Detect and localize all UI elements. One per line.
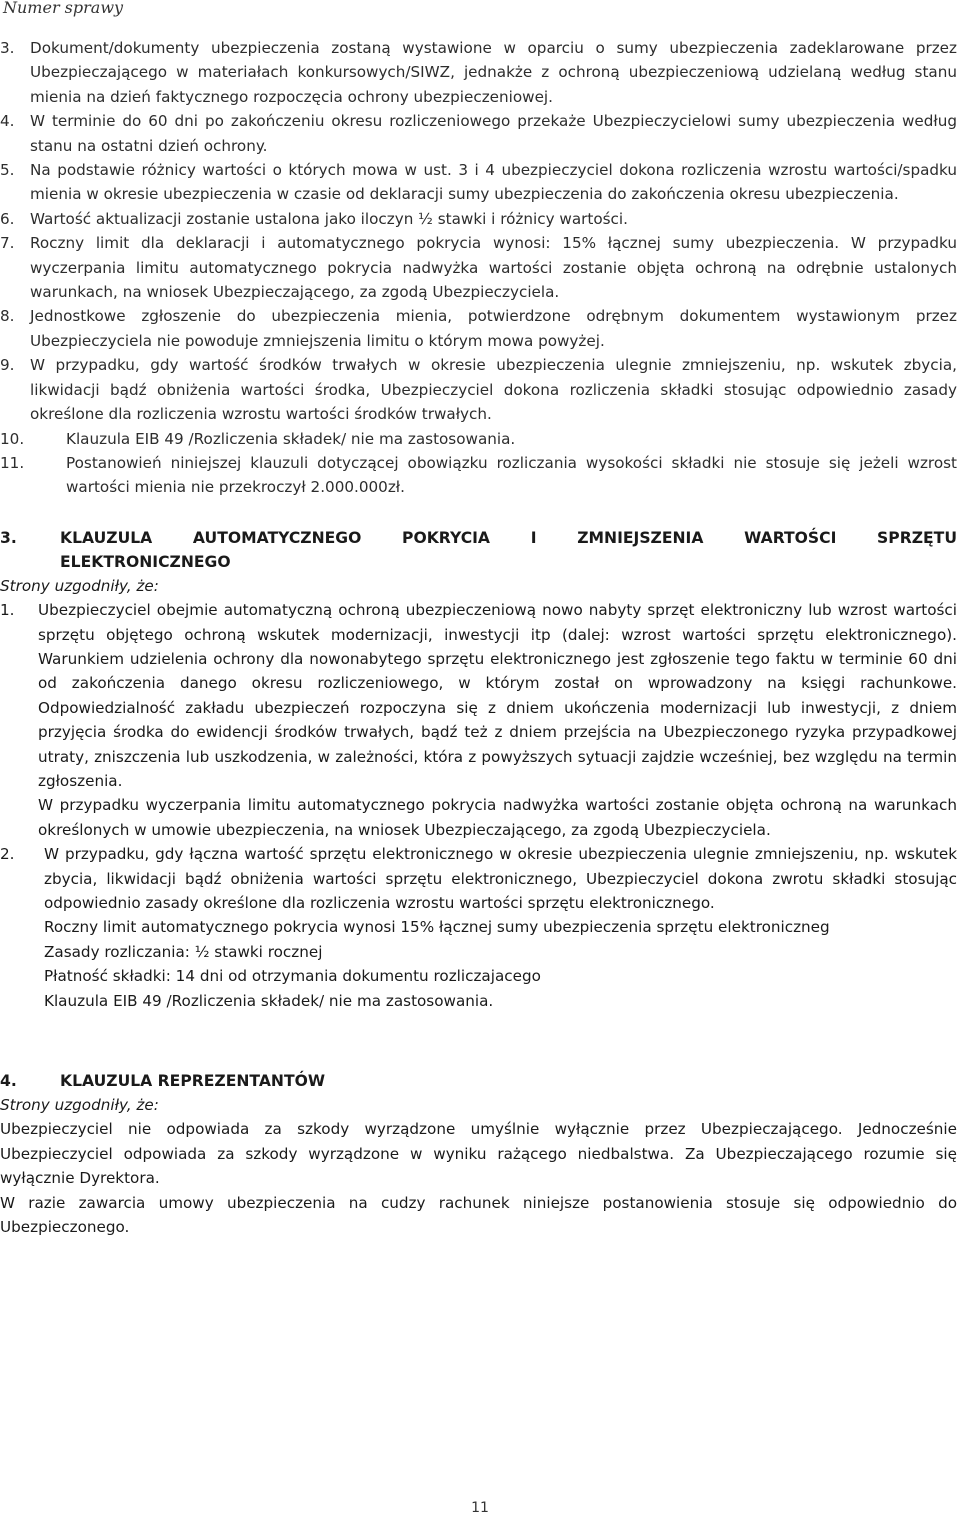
section-title-continued: ELEKTRONICZNEGO <box>60 552 231 571</box>
item-number: 2. <box>0 845 15 864</box>
section-number: 4. <box>0 1072 17 1091</box>
item-text: Postanowień niniejszej klauzuli dotyczącej obowiązku rozliczania wysokości składki nie stosuje się jeżeli wzrost wartości mienia nie przekroczył 2.000.000zł. <box>66 453 957 497</box>
item-text-continued: W przypadku wyczerpania limitu automatycznego pokrycia nadwyżka wartości zostanie objęta ochroną na warunkach określonych w umowie ubezpieczenia, na wniosek Ubezpieczającego, za zgodą Ubezpieczyciela. <box>38 796 957 839</box>
item-text: Ubezpieczyciel obejmie automatyczną ochroną ubezpieczeniową nowo nabyty sprzęt elektroniczny lub wzrost wartości sprzętu objętego ochroną wskutek modernizacji, inwestycji itp (dalej: wzrost wartości sprzętu elektronicznego). Warunkiem udzielenia ochrony dla nowonabytego sprzętu elektronicznego jest zgłoszenie tego faktu w terminie 60 dni od zakończenia danego okresu rozliczeniowego, w którym został on wprowadzony na księgi rachunkowe. Odpowiedzialność zakładu ubezpieczeń rozpoczyna się z dniem ukończenia modernizacji lub inwestycji, z dniem przyjęcia środka do ewidencji środków trwałych, bądź też z dniem przejścia na Ubezpieczonego ryzyka przypadkowej utraty, zniszczenia lub uszkodzenia, w zależności, która z powyższych sytuacji zajdzie wcześniej, bez względu na termin zgłoszenia. <box>38 601 957 790</box>
section-3-item-1 <box>0 598 957 842</box>
item-number: 11. <box>0 453 25 472</box>
list-item <box>0 231 957 304</box>
list-item <box>0 207 957 231</box>
item-text: W przypadku, gdy łączna wartość sprzętu elektronicznego w okresie ubezpieczenia ulegnie zmniejszeniu, np. wskutek zbycia, likwidacji bądź obniżenia wartości sprzętu elektronicznego, Ubezpieczyciel dokona zwrotu składki stosując odpowiednio zasady określone dla rozliczenia wzrostu wartości sprzętu elektronicznego. <box>44 845 957 912</box>
eib-clause-text: Klauzula EIB 49 /Rozliczenia składek/ nie ma zastosowania. <box>44 991 494 1010</box>
document-body <box>0 36 957 1239</box>
section-3-item-2 <box>0 842 957 1013</box>
item-number: 3. <box>0 39 15 57</box>
section-3-heading <box>0 526 957 550</box>
item-number: 4. <box>0 112 15 131</box>
item-text: Wartość aktualizacji zostanie ustalona jako iloczyn ½ stawki i różnicy wartości. <box>30 209 628 228</box>
item-number: 9. <box>0 356 15 375</box>
item-text: Jednostkowe zgłoszenie do ubezpieczenia mienia, potwierdzone odrębnym dokumentem wystawionym przez Ubezpieczyciela nie powoduje zmniejszenia limitu o którym mowa powyżej. <box>30 307 957 350</box>
item-number: 8. <box>0 307 15 326</box>
list-item <box>0 427 957 451</box>
list-item <box>0 109 957 158</box>
list-item <box>0 36 957 109</box>
item-number: 10. <box>0 429 25 448</box>
section-4-paragraph-1: Ubezpieczyciel nie odpowiada za szkody wyrządzone umyślnie wyłącznie przez Ubezpieczającego. Jednocześnie Ubezpieczyciel odpowiada za szkody wyrządzone w wyniku rażącego niedbalstwa. Za Ubezpieczającego rozumie się wyłącznie Dyrektora. <box>0 1120 957 1188</box>
section-4-intro: Strony uzgodniły, że: <box>0 1096 159 1115</box>
previous-clause-list <box>0 36 957 500</box>
section-number: 3. <box>0 528 17 547</box>
section-3-intro: Strony uzgodniły, że: <box>0 576 159 595</box>
section-title: KLAUZULA AUTOMATYCZNEGO POKRYCIA I ZMNIEJSZENIA WARTOŚCI SPRZĘTU <box>60 528 957 547</box>
case-number-header: Numer sprawy <box>3 0 124 17</box>
item-number: 5. <box>0 161 15 180</box>
list-item <box>0 451 957 500</box>
item-text: Klauzula EIB 49 /Rozliczenia składek/ nie ma zastosowania. <box>66 429 516 448</box>
list-item <box>0 158 957 207</box>
section-3-heading-line2 <box>0 550 957 574</box>
item-number: 1. <box>0 601 15 620</box>
item-text: W terminie do 60 dni po zakończeniu okresu rozliczeniowego przekaże Ubezpieczycielowi sumy ubezpieczenia według stanu na ostatni dzień ochrony. <box>30 112 957 155</box>
section-4-paragraph-2: W razie zawarcia umowy ubezpieczenia na cudzy rachunek niniejsze postanowienia stosuje się odpowiednio do Ubezpieczonego. <box>0 1193 957 1237</box>
page-number: 11 <box>471 1500 489 1516</box>
annual-limit-text: Roczny limit automatycznego pokrycia wynosi 15% łącznej sumy ubezpieczenia sprzętu elektroniczneg <box>44 918 830 937</box>
section-title: KLAUZULA REPREZENTANTÓW <box>60 1072 326 1091</box>
settlement-rules-text: Zasady rozliczania: ½ stawki rocznej <box>44 942 323 961</box>
item-text: Na podstawie różnicy wartości o których mowa w ust. 3 i 4 ubezpieczyciel dokona rozliczenia wzrostu wartości/spadku mienia w okresie ubezpieczenia w czasie od deklaracji sumy ubezpieczenia do zakończenia okresu ubezpieczenia. <box>30 161 957 204</box>
item-text: Roczny limit dla deklaracji i automatycznego pokrycia wynosi: 15% łącznej sumy ubezpieczenia. W przypadku wyczerpania limitu automatycznego pokrycia nadwyżka wartości zostanie objęta ochroną na odrębnie ustalonych warunkach, na wniosek Ubezpieczającego, za zgodą Ubezpieczyciela. <box>30 234 957 302</box>
item-text: W przypadku, gdy wartość środków trwałych w okresie ubezpieczenia ulegnie zmniejszeniu, np. wskutek zbycia, likwidacji bądź obniżenia wartości środka, Ubezpieczyciel dokona rozliczenia składki stosując odpowiednio zasady określone dla rozliczenia wzrostu wartości środków trwałych. <box>30 356 957 424</box>
item-number: 6. <box>0 209 15 228</box>
payment-terms-text: Płatność składki: 14 dni od otrzymania dokumentu rozliczajacego <box>44 967 541 986</box>
list-item <box>0 353 957 426</box>
section-4-heading <box>0 1069 957 1093</box>
item-text: Dokument/dokumenty ubezpieczenia zostaną wystawione w oparciu o sumy ubezpieczenia zadeklarowane przez Ubezpieczającego w materiałach konkursowych/SIWZ, jednakże z ochroną ubezpieczeniową udzielaną według stanu mienia na dzień faktycznego rozpoczęcia ochrony ubezpieczeniowej. <box>30 39 957 106</box>
list-item <box>0 304 957 353</box>
item-number: 7. <box>0 234 15 253</box>
